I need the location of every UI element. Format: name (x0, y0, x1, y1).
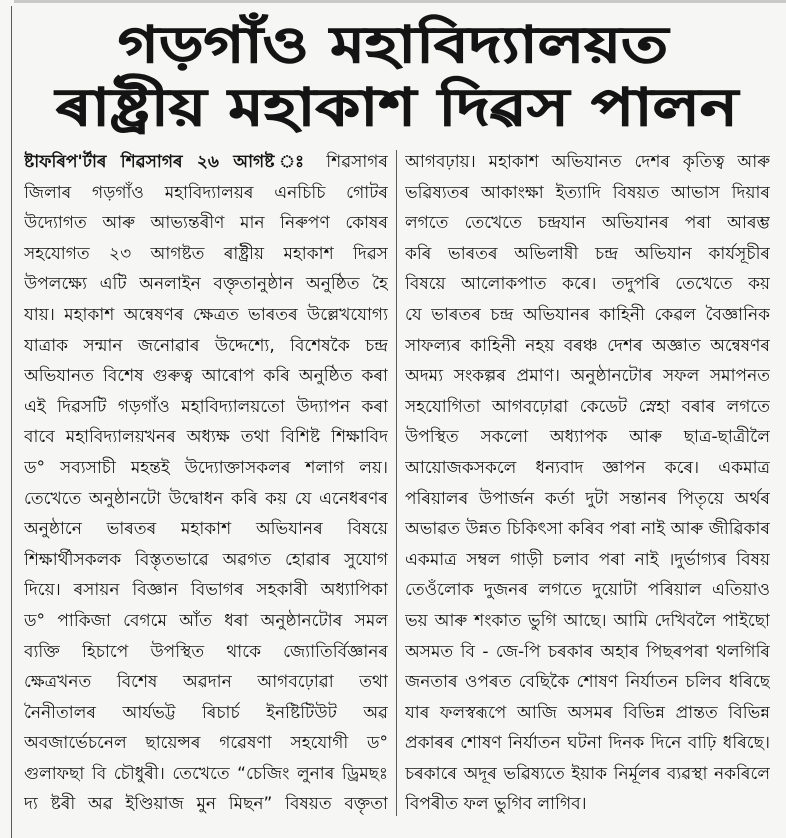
article-line-text: যে ভাৰতৰ চন্দ্ৰ অভিযানৰ কাহিনী কেৱল বৈজ্ঞানিক (405, 304, 770, 325)
article-line-text: ব্যক্তি হিচাপে উপস্থিত থাকে জ্যোতিৰ্বিজ্ঞানৰ (24, 641, 388, 662)
article-line-text: আগবঢ়ায়। মহাকাশ অভিযানত দেশৰ কৃতিত্ব আৰু (405, 152, 770, 172)
article-line-text (24, 147, 388, 178)
article-line (405, 392, 770, 423)
article-line-text: নৈনীতালৰ আৰ্যভট্ট ৰিচাৰ্চ ইনষ্টিটিউট অৱ (24, 702, 388, 723)
article-line (24, 208, 388, 239)
article-line-text: বিষয়ে আলোকপাত কৰে। তদুপৰি তেখেতে কয় (405, 274, 770, 295)
article-line-text: এই দিৱসটি গড়গাঁও মহাবিদ্যালয়তো উদ্যাপন কৰা (24, 396, 388, 417)
article-line (405, 514, 770, 545)
article-line (24, 178, 388, 209)
article-line (24, 331, 388, 362)
article-line (405, 453, 770, 484)
article-line-text: দিয়ে। ৰসায়ন বিজ্ঞান বিভাগৰ সহকাৰী অধ্যাপিকা (24, 580, 388, 601)
article-line-text: ড° সব্যসাচী মহন্তই উদ্যোক্তাসকলৰ শলাগ লয়। (24, 457, 388, 478)
article-line (24, 147, 388, 178)
article-line (405, 269, 770, 300)
article-line (24, 606, 388, 637)
article-line-text: সহযোগিতা আগবঢ়োৱা কেডেট স্নেহা বৰাৰ লগতে (405, 396, 770, 417)
article-line-text: বিপৰীত ফল ভুগিব লাগিব। (405, 794, 587, 815)
article-line-text: যাত্ৰাক সন্মান জনোৱাৰ উদ্দেশ্যে, বিশেষকৈ চন্দ্ৰ (24, 335, 388, 356)
article-line (405, 300, 770, 331)
article-line (24, 728, 388, 759)
article-line-text: অবজাৰ্ভেচনেল ছায়েন্সৰ গৱেষণা সহযোগী ড° (24, 733, 388, 754)
article-line-text: শিক্ষাৰ্থীসকলক বিস্তৃতভাৱে অৱগত হোৱাৰ সুযোগ (24, 549, 388, 570)
article-line-text: গুলাফছা বি চৌধুৰী। তেখেতে “চেজিং লুনাৰ ড্ৰিমছঃ (24, 763, 388, 784)
article-line (405, 147, 770, 178)
article-line-text: দ্য ষ্টৰী অৱ ইণ্ডিয়াজ মুন মিছন” বিষয়ত বক্তৃতা (24, 794, 388, 815)
top-edge-rule (14, 0, 786, 3)
article-line-text: উদ্যোগত আৰু আভ্যন্তৰীণ মান নিৰুপণ কোষৰ (24, 213, 388, 234)
headline-line-1-text: গড়গাঁও মহাবিদ্যালয়ত (117, 16, 668, 74)
article-line (24, 361, 388, 392)
left-margin-rule (11, 6, 12, 838)
article-line (24, 239, 388, 270)
article-line (24, 269, 388, 300)
article-line-text: আয়োজকসকলে ধন্যবাদ জ্ঞাপন কৰে। একমাত্ৰ (405, 457, 770, 478)
article-line (405, 759, 770, 790)
article-lead-text: শিৱসাগৰ (326, 152, 388, 172)
article-line-text: তেখেতে অনুষ্ঠানটো উদ্বোধন কৰি কয় যে এনেধৰণৰ (24, 488, 388, 509)
article-line (405, 484, 770, 515)
article-line (24, 484, 388, 515)
headline-line-1 (117, 16, 668, 78)
article-line-text: কৰি ভাৰতৰ অভিলাষী চন্দ্ৰ অভিযান কাৰ্যসূচীৰ (405, 243, 770, 264)
article-line-text: উপস্থিত সকলো অধ্যাপক আৰু ছাত্ৰ-ছাত্ৰীলৈ (405, 427, 770, 448)
article-line-text: জিলাৰ গড়গাঁও মহাবিদ্যালয়ৰ এনচিচি গোটৰ (24, 182, 388, 203)
article-line-text: প্ৰকাৰৰ শোষণ নিৰ্যাতন ঘটনা দিনক দিনে বাঢ়ি ধৰিছে। (405, 733, 770, 754)
article-line-text: তেওঁলোক দুজনৰ লগতে দুয়োটা পৰিয়াল এতিয়াও (405, 580, 770, 601)
article-line-text: ভয় আৰু শংকাত ভুগি আছে। আমি দেখিবলৈ পাইছো (405, 610, 770, 631)
article-line (405, 728, 770, 759)
article-line-text: বাবে মহাবিদ্যালয়খনৰ অধ্যক্ষ তথা বিশিষ্ট শিক্ষাবিদ (24, 427, 388, 448)
article-line-text: লগতে তেখেতে চন্দ্ৰযান অভিযানৰ পৰা আৰম্ভ (405, 213, 770, 234)
article-line (405, 178, 770, 209)
article-line (405, 239, 770, 270)
article-line (405, 667, 770, 698)
article-line-text: সাফল্যৰ কাহিনী নহয় বৰঞ্চ দেশৰ অজ্ঞাত অন্বেষণৰ (405, 335, 770, 356)
article-line (405, 789, 770, 820)
article-line (405, 361, 770, 392)
article-line (24, 789, 388, 820)
article-line (24, 575, 388, 606)
article-column-right (405, 147, 770, 820)
article-line (24, 422, 388, 453)
article-line-text: অদম্য সংকল্পৰ প্ৰমাণ। অনুষ্ঠানটোৰ সফল সমাপনত (405, 366, 770, 387)
article-line-text: যাৰ ফলস্বৰূপে আজি অসমৰ বিভিন্ন প্ৰান্তত বিভিন্ন (405, 702, 770, 723)
article-line (24, 545, 388, 576)
article-line (24, 392, 388, 423)
article-line (24, 453, 388, 484)
article-line-text: অভাৱত উন্নত চিকিৎসা কৰিব পৰা নাই আৰু জীৱিকাৰ (405, 519, 770, 540)
article-line (24, 637, 388, 668)
article-line-text: অনুষ্ঠানে ভাৰতৰ মহাকাশ অভিযানৰ বিষয়ে (24, 519, 388, 540)
article-line (405, 698, 770, 729)
article-line-text: ক্ষেত্ৰখনত বিশেষ অৱদান আগবঢ়োৱা তথা (24, 672, 388, 693)
column-divider (396, 150, 397, 816)
article-column-left (24, 147, 388, 820)
article-line (405, 422, 770, 453)
article-line-text: যায়। মহাকাশ অন্বেষণৰ ক্ষেত্ৰত ভাৰতৰ উল্লেখযোগ্য (24, 304, 388, 325)
article-line-text: অসমত বি - জে-পি চৰকাৰ অহাৰ পিছৰপৰা থলগিৰি (405, 641, 770, 662)
article-line (405, 575, 770, 606)
article-line (24, 514, 388, 545)
article-line-text: সহযোগত ২৩ আগষ্টত ৰাষ্ট্ৰীয় মহাকাশ দিৱস (24, 243, 388, 264)
headline-line-2 (55, 78, 738, 142)
article-line (405, 606, 770, 637)
article-line (24, 667, 388, 698)
article-line-text: অভিযানত বিশেষ গুৰুত্ব আৰোপ কৰি অনুষ্ঠিত কৰা (24, 366, 388, 387)
byline: ষ্টাফৰিপ'ৰ্টাৰ শিৱসাগৰ ২৬ আগষ্ট ঃ (24, 152, 313, 172)
headline-line-2-text: ৰাষ্ট্ৰীয় মহাকাশ দিৱস পালন (55, 78, 738, 138)
article-line (24, 759, 388, 790)
article-line-text: পৰিয়ালৰ উপাৰ্জন কৰ্তা দুটা সন্তানৰ পিতৃয়ে অৰ্থৰ (405, 488, 770, 509)
article-line-text: ভৱিষ্যতৰ আকাংক্ষা ইত্যাদি বিষয়ত আভাস দিয়াৰ (405, 182, 770, 203)
article-line-text: জনতাৰ ওপৰত বেছিকৈ শোষণ নিৰ্যাতন চলিব ধৰিছে (405, 672, 770, 693)
article-line (405, 208, 770, 239)
article-line-text: চৰকাৰে অদূৰ ভৱিষ্যতে ইয়াক নিৰ্মূলৰ ব্যৱস্থা নকৰিলে (405, 763, 770, 784)
article-line-text: উপলক্ষ্যে এটি অনলাইন বক্তৃতানুষ্ঠান অনুষ্ঠিত হৈ (24, 274, 388, 295)
article-line (405, 637, 770, 668)
article-line-text: ড° পাকিজা বেগমে আঁত ধৰা অনুষ্ঠানটোৰ সমল (24, 610, 388, 631)
article-line (24, 300, 388, 331)
article-line (405, 331, 770, 362)
article-line (24, 698, 388, 729)
article-line-text: একমাত্ৰ সম্বল গাড়ী চলাব পৰা নাই ।দুৰ্ভাগ্যৰ বিষয় (405, 549, 770, 570)
article-line (405, 545, 770, 576)
